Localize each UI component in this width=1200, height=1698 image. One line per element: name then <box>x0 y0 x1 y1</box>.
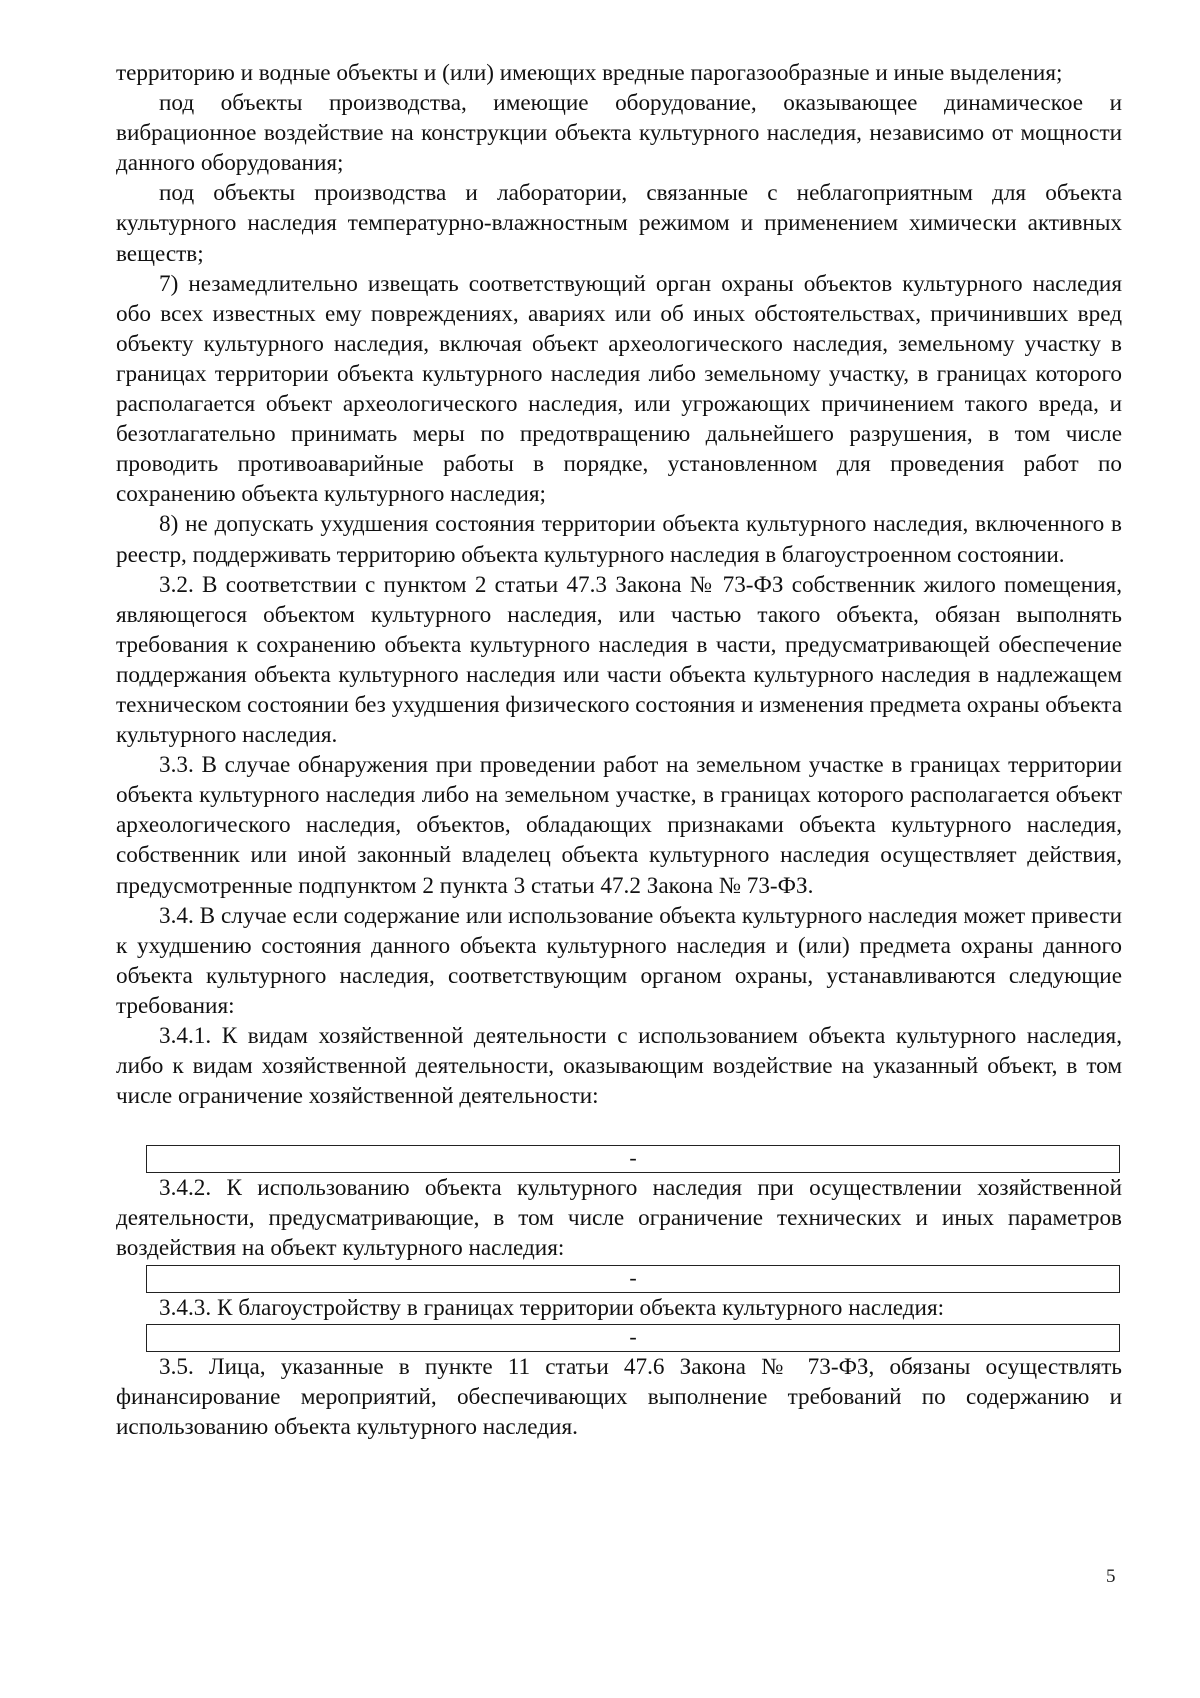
paragraph-3-4: 3.4. В случае если содержание или использование объекта культурного наследия может привести к ухудшению состояния данного объекта культурного наследия и (или) предмета охраны данного объекта культурного наследия, соответствующим органом охраны, устанавливаются следующие требования: <box>116 902 1122 1019</box>
blank-field-3-4-3: - <box>146 1324 1120 1352</box>
paragraph-item-8: 8) не допускать ухудшения состояния территории объекта культурного наследия, включенного в реестр, поддерживать территорию объекта культурного наследия в благоустроенном состоянии. <box>116 511 1122 568</box>
paragraph-item-7: 7) незамедлительно извещать соответствующий орган охраны объектов культурного наследия обо всех известных ему повреждениях, авариях или об иных обстоятельствах, причинивших вред объекту культурного наследия, включая объект археологического наследия, земельному участку в границах территории объекта культурного наследия либо земельному участку, в границах которого располагается объект археологического наследия, или угрожающих причинением такого вреда, и безотлагательно принимать меры по предотвращению дальнейшего разрушения, в том числе проводить противоаварийные работы в порядке, установленном для проведения работ по сохранению объекта культурного наследия; <box>116 270 1122 508</box>
paragraph-3-2: 3.2. В соответствии с пунктом 2 статьи 47.3 Закона № 73-ФЗ собственник жилого помещения, являющегося объектом культурного наследия, или частью такого объекта, обязан выполнять требования к сохранению объекта культурного наследия в части, предусматривающей обеспечение поддержания объекта культурного наследия или части объекта культурного наследия в надлежащем техническом состоянии без ухудшения физического состояния и изменения предмета охраны объекта культурного наследия. <box>116 571 1122 749</box>
paragraph-continuation: территорию и водные объекты и (или) имеющих вредные парогазообразные и иные выделения; <box>116 60 1063 86</box>
paragraph-3-4-3: 3.4.3. К благоустройству в границах территории объекта культурного наследия: <box>159 1294 945 1321</box>
paragraph-3-3: 3.3. В случае обнаружения при проведении работ на земельном участке в границах территории объекта культурного наследия либо на земельном участке, в границах которого располагается объект археологического наследия, объектов, обладающих признаками объекта культурного наследия, собственник или иной законный владелец объекта культурного наследия осуществляет действия, предусмотренные подпунктом 2 пункта 3 статьи 47.2 Закона № 73-ФЗ. <box>116 752 1122 899</box>
paragraph-3-4-1: 3.4.1. К видам хозяйственной деятельности с использованием объекта культурного наследия, либо к видам хозяйственной деятельности, оказывающим воздействие на указанный объект, в том числе ограничение хозяйственной деятельности: <box>116 1023 1122 1110</box>
paragraph-3-5: 3.5. Лица, указанные в пункте 11 статьи 47.6 Закона № 73-ФЗ, обязаны осуществлять финансирование мероприятий, обеспечивающих выполнение требований по содержанию и использованию объекта культурного наследия. <box>116 1353 1122 1440</box>
blank-field-3-4-1: - <box>146 1145 1120 1173</box>
document-page <box>116 58 1122 1442</box>
paragraph-3-4-2: 3.4.2. К использованию объекта культурного наследия при осуществлении хозяйственной деятельности, предусматривающие, в том числе ограничение технических и иных параметров воздействия на объект культурного наследия: <box>116 1175 1122 1262</box>
paragraph-dynamic-equipment: под объекты производства, имеющие оборудование, оказывающее динамическое и вибрационное воздействие на конструкции объекта культурного наследия, независимо от мощности данного оборудования; <box>116 90 1122 177</box>
paragraph-laboratories: под объекты производства и лаборатории, связанные с неблагоприятным для объекта культурного наследия температурно-влажностным режимом и применением химически активных веществ; <box>116 180 1122 267</box>
blank-field-3-4-2: - <box>146 1265 1120 1293</box>
page-number: 5 <box>1106 1566 1116 1587</box>
